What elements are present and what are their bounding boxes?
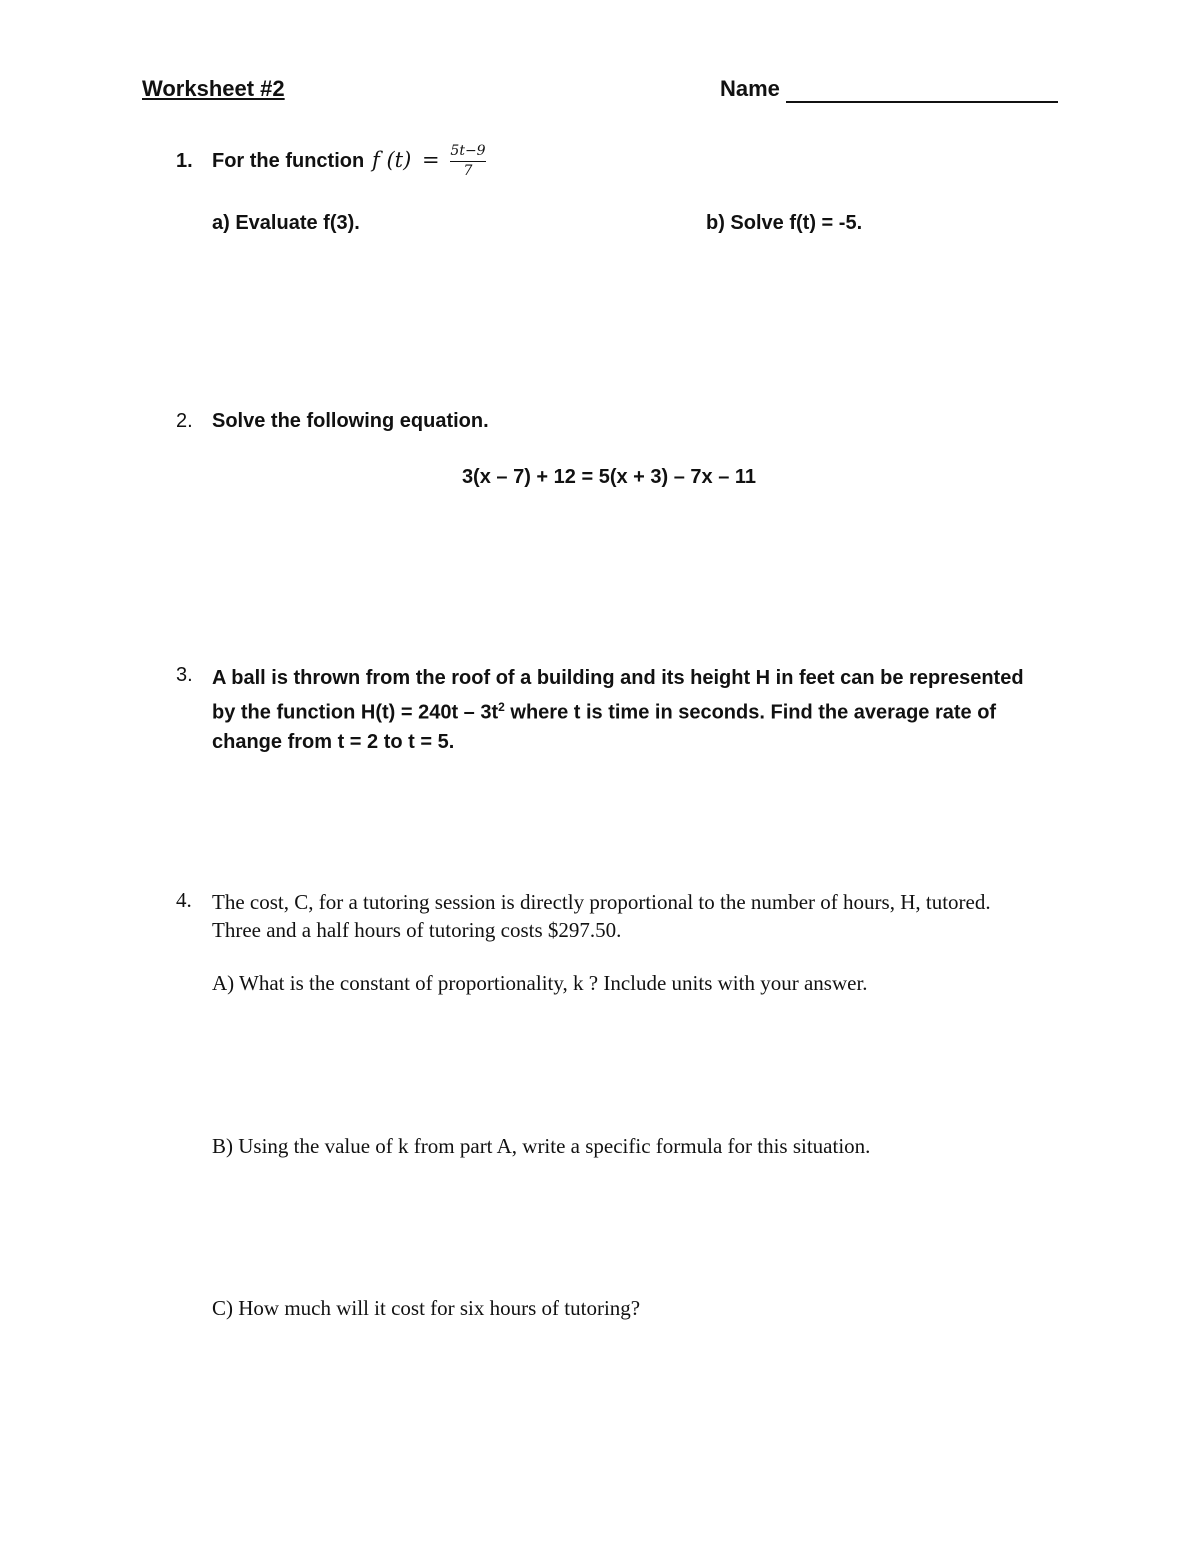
exponent: 2 [498,700,505,714]
question-1-number: 1. [176,150,193,172]
question-2-text: Solve the following equation. [212,410,489,432]
question-4-text: The cost, C, for a tutoring session is directly proportional to the number of hours, H, tutored. Three and a half hours of tutoring costs $297.50. [212,890,991,942]
worksheet-title: Worksheet #2 [142,76,285,101]
fraction [450,144,486,178]
question-1-part-b: b) Solve f(t) = -5. [706,212,863,234]
question-2-number: 2. [176,410,193,432]
question-1-text: For the function [212,150,365,172]
question-4-number: 4. [176,888,192,912]
question-3-number: 3. [176,664,193,686]
question-2-equation: 3(x – 7) + 12 = 5(x + 3) – 7x – 11 [461,466,757,488]
fraction-bar [450,161,486,162]
equals-sign: = [422,148,440,172]
question-4-part-a: A) What is the constant of proportionality, k ? Include units with your answer. [212,971,868,995]
question-1-part-a: a) Evaluate f(3). [212,212,360,234]
name-blank-line [786,101,1058,103]
question-3-text-part-2: where t is time in seconds. Find the average rate of change from t = 2 to t = 5. [212,701,997,753]
function-name: f [372,148,380,172]
fraction-denominator: 7 [463,163,473,179]
question-4-part-c: C) How much will it cost for six hours of tutoring? [212,1296,641,1320]
fraction-numerator: 5t−9 [450,143,486,159]
question-4-part-b: B) Using the value of k from part A, write a specific formula for this situation. [212,1134,871,1158]
question-3-text [212,664,1052,757]
function-notation [372,148,411,172]
name-label: Name [720,76,780,101]
function-variable: (t) [386,148,412,172]
question-3-text-part-1: A ball is thrown from the roof of a building and its height H in feet can be represented by the function H(t) = 240t – 3t [212,667,1024,724]
